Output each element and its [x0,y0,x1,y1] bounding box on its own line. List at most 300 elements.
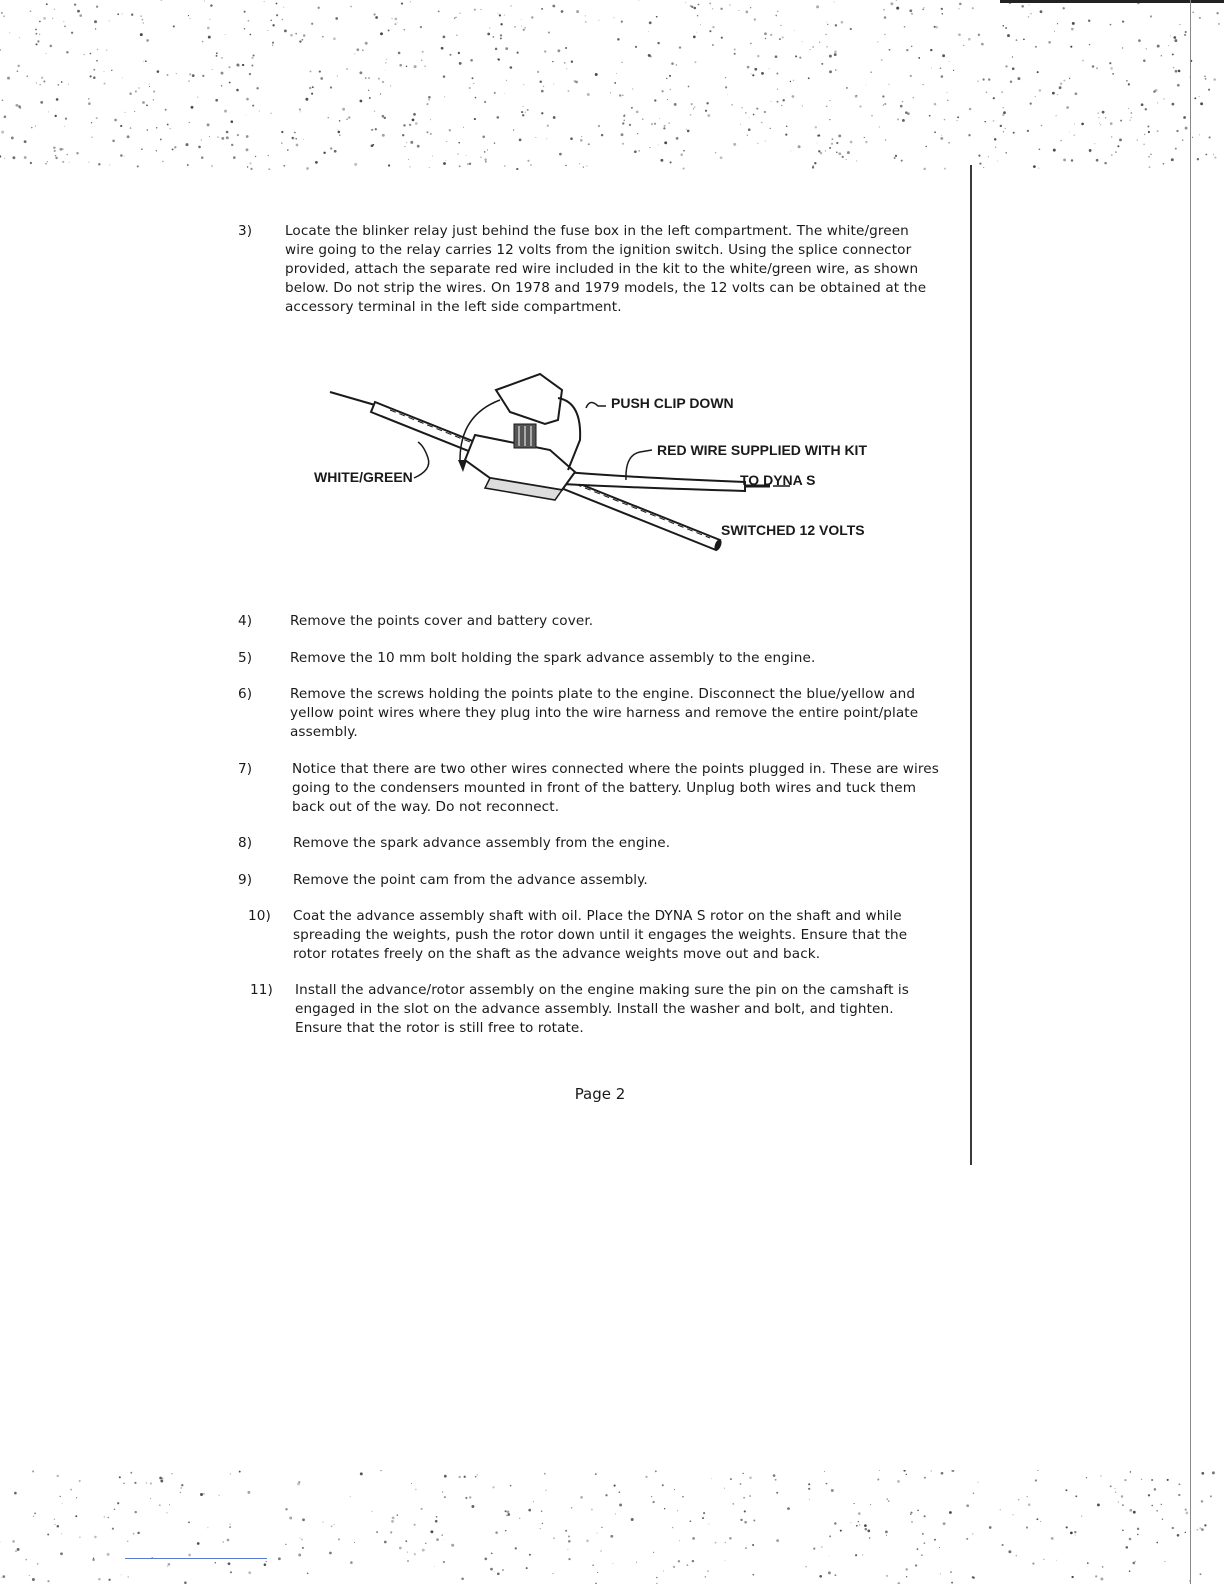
speckle-dot [1186,1512,1189,1515]
speckle-dot [742,107,743,108]
speckle-dot [585,15,586,16]
speckle-dot [350,1496,351,1497]
speckle-dot [407,1552,408,1553]
speckle-dot [251,64,253,66]
speckle-dot [123,1483,124,1484]
speckle-dot [721,37,723,39]
speckle-dot [1173,36,1176,39]
speckle-dot [421,1508,423,1510]
speckle-dot [946,92,947,93]
speckle-dot [1094,143,1095,144]
step-text: Coat the advance assembly shaft with oil. Place the DYNA S rotor on the shaft and while spreading the weights, push the rotor down until it engages the weights. Ensure that the rotor rotates freely on the shaft as the advance weights move out and back. [293,908,908,962]
speckle-dot [617,38,619,40]
speckle-dot [410,1,411,2]
speckle-dot [776,1492,778,1494]
speckle-dot [683,168,685,170]
speckle-dot [43,80,45,82]
speckle-dot [858,1512,861,1515]
speckle-dot [61,1533,62,1534]
speckle-dot [382,81,384,83]
speckle-dot [186,143,189,146]
speckle-dot [652,1501,654,1503]
speckle-dot [530,164,532,166]
speckle-dot [66,154,68,156]
speckle-dot [547,125,549,127]
speckle-dot [986,92,988,94]
speckle-dot [430,119,431,120]
speckle-dot [39,34,40,35]
speckle-dot [247,166,248,167]
speckle-dot [838,134,841,137]
speckle-dot [227,1539,230,1542]
speckle-dot [384,1541,387,1544]
speckle-dot [1063,80,1065,82]
speckle-dot [924,1477,926,1479]
speckle-dot [1213,78,1215,80]
speckle-dot [77,10,80,13]
speckle-dot [566,68,567,69]
speckle-dot [208,36,211,39]
speckle-dot [14,1492,17,1495]
speckle-dot [1071,28,1074,31]
speckle-dot [544,1473,546,1475]
speckle-dot [850,1522,851,1523]
speckle-dot [1196,1529,1198,1531]
speckle-dot [747,134,749,136]
speckle-dot [966,1538,968,1540]
speckle-dot [156,150,157,151]
speckle-dot [781,105,782,106]
speckle-dot [133,1533,135,1535]
speckle-dot [808,1483,810,1485]
speckle-dot [329,1552,332,1555]
speckle-dot [504,165,506,167]
speckle-dot [207,1527,208,1528]
speckle-dot [430,133,432,135]
speckle-dot [428,99,430,101]
speckle-dot [911,1521,913,1523]
speckle-dot [911,46,912,47]
speckle-dot [1173,67,1175,69]
speckle-dot [525,112,526,113]
speckle-dot [761,72,764,75]
speckle-dot [142,22,144,24]
speckle-dot [940,67,942,69]
speckle-dot [12,1540,15,1543]
speckle-dot [744,1510,746,1512]
step-text: Remove the point cam from the advance assembly. [293,872,648,888]
speckle-dot [619,1491,621,1493]
speckle-dot [1048,41,1051,44]
speckle-dot [1122,1504,1124,1506]
speckle-dot [35,33,37,35]
speckle-dot [568,1558,570,1560]
speckle-dot [624,114,626,116]
speckle-dot [1185,1508,1187,1510]
speckle-dot [950,1571,952,1573]
speckle-dot [1184,34,1186,36]
speckle-dot [127,1540,129,1542]
speckle-dot [413,113,416,116]
speckle-dot [334,1524,335,1525]
speckle-dot [674,103,677,106]
speckle-dot [1,131,4,134]
speckle-dot [156,127,158,129]
speckle-dot [690,5,692,7]
speckle-dot [127,135,130,138]
speckle-dot [734,53,736,55]
speckle-dot [264,1,265,2]
speckle-dot [106,50,107,51]
speckle-dot [354,163,357,166]
speckle-dot [253,54,255,56]
clip [496,374,562,424]
speckle-dot [509,67,510,68]
speckle-dot [1144,134,1145,135]
speckle-dot [948,61,949,62]
speckle-dot [162,1478,164,1480]
speckle-dot [895,155,897,157]
speckle-dot [228,66,230,68]
speckle-dot [414,1524,416,1526]
speckle-dot [636,1562,637,1563]
speckle-dot [1115,151,1116,152]
speckle-dot [215,1562,216,1563]
speckle-dot [494,1571,495,1572]
speckle-dot [519,139,522,142]
speckle-dot [190,18,191,19]
speckle-dot [230,1524,231,1525]
speckle-dot [96,6,98,8]
speckle-dot [972,1533,974,1535]
speckle-dot [828,1556,829,1557]
speckle-dot [302,1547,304,1549]
speckle-dot [285,1508,287,1510]
speckle-dot [26,75,27,76]
speckle-dot [670,89,671,90]
speckle-dot [114,1509,115,1510]
speckle-dot [798,145,801,148]
speckle-dot [255,156,256,157]
speckle-dot [1156,1510,1158,1512]
speckle-dot [906,49,908,51]
speckle-dot [299,40,301,42]
speckle-dot [934,103,937,106]
speckle-dot [480,157,481,158]
speckle-dot [215,99,218,102]
speckle-dot [905,111,908,114]
speckle-dot [1163,163,1165,165]
speckle-dot [415,122,418,125]
speckle-dot [230,1473,231,1474]
speckle-dot [489,27,490,28]
speckle-dot [984,121,986,123]
speckle-dot [795,55,797,57]
speckle-dot [821,63,823,65]
speckle-dot [674,1489,675,1490]
speckle-dot [153,99,154,100]
speckle-dot [623,115,625,117]
speckle-dot [359,71,362,74]
speckle-dot [47,1533,49,1535]
speckle-dot [522,106,523,107]
speckle-dot [1126,80,1128,82]
speckle-dot [981,43,984,46]
speckle-dot [698,4,700,6]
speckle-dot [834,53,837,56]
speckle-dot [654,99,656,101]
speckle-dot [1167,1479,1169,1481]
speckle-dot [104,71,105,72]
speckle-dot [1069,131,1070,132]
speckle-dot [473,83,474,84]
speckle-dot [210,4,212,6]
speckle-dot [436,1538,439,1541]
speckle-dot [832,138,834,140]
speckle-dot [770,128,771,129]
speckle-dot [414,65,417,68]
speckle-dot [249,73,251,75]
speckle-dot [553,84,554,85]
speckle-dot [988,156,989,157]
speckle-dot [189,122,190,123]
speckle-dot [934,1539,936,1541]
speckle-dot [24,156,27,159]
speckle-dot [687,1564,689,1566]
speckle-dot [192,74,195,77]
speckle-dot [19,107,21,109]
speckle-dot [97,49,98,50]
speckle-dot [484,1558,487,1561]
speckle-dot [884,16,887,19]
speckle-dot [910,1514,911,1515]
speckle-dot [9,32,10,33]
speckle-dot [207,27,210,30]
speckle-dot [517,52,519,54]
speckle-dot [323,1522,324,1523]
speckle-dot [826,105,828,107]
speckle-dot [754,19,755,20]
speckle-dot [74,3,76,5]
speckle-dot [350,1561,353,1564]
speckle-dot [497,13,498,14]
speckle-dot [319,71,321,73]
speckle-dot [424,65,426,67]
speckle-dot [497,58,499,60]
speckle-dot [107,1553,110,1556]
speckle-dot [187,164,189,166]
speckle-dot [679,46,681,48]
speckle-dot [720,156,723,159]
speckle-dot [249,73,251,75]
speckle-dot [1074,1531,1076,1533]
speckle-dot [867,1530,870,1533]
speckle-dot [552,5,555,8]
speckle-dot [709,30,711,32]
speckle-dot [96,117,98,119]
speckle-dot [1148,131,1150,133]
speckle-dot [60,1552,63,1555]
speckle-dot [1005,65,1007,67]
speckle-dot [470,59,473,62]
speckle-dot [700,24,701,25]
speckle-dot [903,1470,905,1472]
speckle-dot [356,48,359,51]
speckle-dot [375,128,377,130]
speckle-dot [338,131,341,134]
speckle-dot [287,149,289,151]
speckle-dot [41,77,43,79]
speckle-dot [505,1510,507,1512]
speckle-dot [337,75,338,76]
speckle-dot [456,35,457,36]
speckle-dot [900,105,903,108]
speckle-dot [384,117,386,119]
speckle-dot [663,1570,664,1571]
speckle-dot [941,75,944,78]
speckle-dot [605,1494,607,1496]
speckle-dot [174,146,176,148]
speckle-dot [506,80,507,81]
speckle-dot [339,134,341,136]
speckle-dot [888,84,889,85]
speckle-dot [1028,4,1029,5]
speckle-dot [931,67,932,68]
speckle-dot [619,1504,622,1507]
speckle-dot [1162,1519,1163,1520]
speckle-dot [669,122,670,123]
speckle-dot [616,73,617,74]
speckle-dot [922,9,924,11]
speckle-dot [856,95,857,96]
scan-margin-line [970,165,972,1165]
speckle-dot [1037,71,1039,73]
speckle-dot [601,134,603,136]
speckle-dot [55,157,57,159]
speckle-dot [846,159,847,160]
speckle-dot [399,1547,402,1550]
speckle-dot [576,10,579,13]
speckle-dot [773,1474,776,1477]
speckle-dot [306,167,309,170]
speckle-dot [587,93,590,96]
speckle-dot [380,1470,382,1471]
speckle-dot [619,94,621,96]
speckle-dot [1183,116,1186,119]
speckle-dot [446,141,447,142]
speckle-dot [1156,1542,1158,1544]
speckle-dot [567,1549,568,1550]
speckle-dot [546,138,547,139]
step-number: 10) [248,908,271,924]
speckle-dot [90,53,92,55]
speckle-dot [294,132,296,134]
speckle-dot [371,129,373,131]
speckle-dot [670,161,672,163]
speckle-dot [221,137,224,140]
speckle-dot [557,49,560,52]
speckle-dot [754,18,756,20]
speckle-dot [809,1499,810,1500]
speckle-dot [272,24,274,26]
speckle-dot [753,114,755,116]
speckle-dot [432,155,433,156]
speckle-dot [207,123,210,126]
speckle-dot [146,1483,147,1484]
speckle-dot [1071,159,1073,161]
speckle-dot [402,134,404,136]
speckle-dot [224,110,227,113]
speckle-dot [171,1473,172,1474]
speckle-dot [1178,70,1181,73]
speckle-dot [458,142,460,144]
speckle-dot [197,1542,200,1545]
speckle-dot [1192,12,1193,13]
speckle-dot [655,1470,657,1472]
speckle-dot [500,23,502,25]
speckle-dot [660,159,663,162]
speckle-dot [362,49,364,51]
speckle-dot [1013,132,1015,134]
speckle-dot [1,12,3,14]
speckle-dot [209,136,210,137]
step-number: 8) [238,835,253,851]
speckle-dot [492,36,494,38]
speckle-dot [1035,96,1036,97]
speckle-dot [289,1517,292,1520]
speckle-dot [519,1518,520,1519]
speckle-dot [95,28,96,29]
speckle-dot [35,125,36,126]
speckle-dot [1005,152,1007,154]
speckle-dot [1033,166,1034,167]
speckle-dot [388,29,390,31]
speckle-dot [354,54,355,55]
speckle-dot [497,116,500,119]
speckle-dot [649,21,652,24]
speckle-dot [407,1560,409,1562]
speckle-dot [648,54,651,57]
speckle-dot [414,1553,416,1555]
speckle-dot [757,143,758,144]
speckle-dot [994,138,996,140]
speckle-dot [415,1489,416,1490]
speckle-dot [305,98,308,101]
speckle-dot [1135,1561,1136,1562]
speckle-dot [455,17,456,18]
speckle-dot [751,73,752,74]
speckle-dot [109,20,110,21]
speckle-dot [487,33,490,36]
speckle-dot [88,98,90,100]
step-text: Remove the screws holding the points plate to the engine. Disconnect the blue/yellow and yellow point wires where they plug into the wire harness and remove the entire point/plate assembly. [290,686,919,740]
speckle-dot [631,107,633,109]
speckle-dot [244,11,246,13]
speckle-dot [249,162,251,164]
speckle-dot [764,111,766,113]
speckle-dot [221,57,223,59]
speckle-dot [694,106,696,108]
speckle-dot [656,1577,658,1579]
speckle-dot [120,125,122,127]
speckle-dot [817,135,819,137]
speckle-dot [802,105,803,106]
speckle-dot [137,1532,140,1535]
speckle-dot [1075,92,1078,95]
speckle-dot [902,119,905,122]
speckle-dot [1109,62,1111,64]
speckle-dot [1199,134,1200,135]
